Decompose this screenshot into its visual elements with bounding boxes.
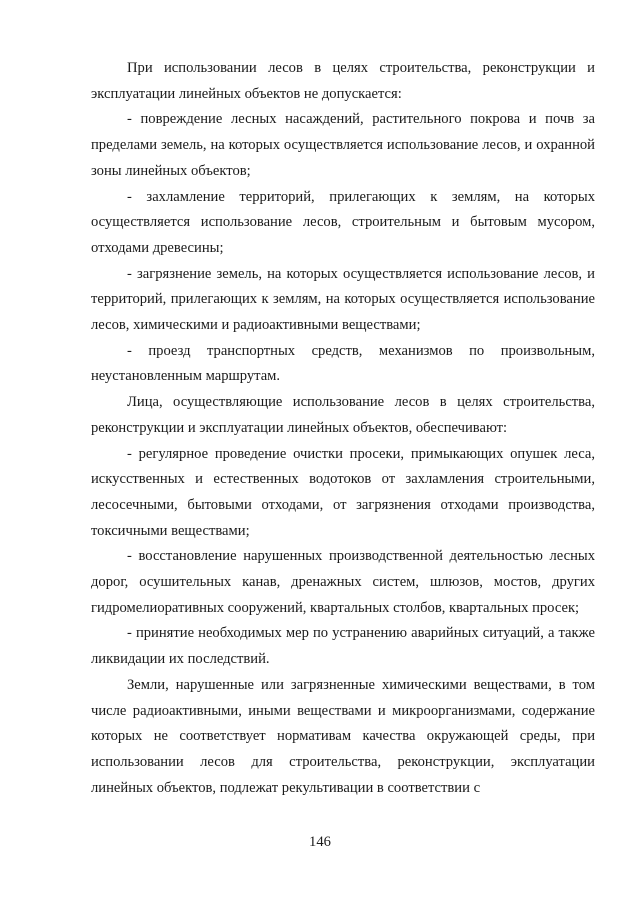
- list-item-damage: - повреждение лесных насаждений, растительного покрова и почв за пределами земель, на которых осуществляется использование лесов, и охранной зоны линейных объектов;: [91, 111, 595, 179]
- list-item-emergency: - принятие необходимых мер по устранению аварийных ситуаций, а также ликвидации их последствий.: [91, 625, 595, 668]
- page-number: 146: [309, 834, 331, 850]
- list-item-littering: - захламление территорий, прилегающих к землям, на которых осуществляется использование лесов, строительным и бытовым мусором, отходами древесины;: [91, 188, 595, 256]
- paragraph-intro-prohibited: При использовании лесов в целях строительства, реконструкции и эксплуатации линейных объектов не допускается:: [91, 60, 595, 102]
- list-item-pollution: - загрязнение земель, на которых осуществляется использование лесов, и территорий, прилегающих к землям, на которых осуществляется использование лесов, химическими и радиоактивными веществами;: [91, 265, 595, 334]
- list-item-vehicle-passage: - проезд транспортных средств, механизмов по произвольным, неустановленным маршрутам.: [91, 342, 595, 385]
- list-item-restoration: - восстановление нарушенных производственной деятельностью лесных дорог, осушительных канав, дренажных систем, шлюзов, мостов, других гидромелиоративных сооружений, квартальных столбов, квартальных просек;: [91, 548, 595, 616]
- list-item-cleaning: - регулярное проведение очистки просеки, примыкающих опушек леса, искусственных и естественных водотоков от захламления строительными, лесосечными, бытовыми отходами, от загрязнения отходами производства, токсичными веществами;: [91, 445, 595, 539]
- body-text: [91, 56, 595, 801]
- paragraph-reclamation: Земли, нарушенные или загрязненные химическими веществами, в том числе радиоактивными, иными веществами и микроорганизмами, содержание которых не соответствует нормативам качества окружающей среды, при использовании лесов для строительства, реконструкции, эксплуатации линейных объектов, подлежат рекультивации в соответствии с: [91, 676, 595, 796]
- paragraph-intro-obligations: Лица, осуществляющие использование лесов в целях строительства, реконструкции и эксплуатации линейных объектов, обеспечивают:: [91, 394, 595, 436]
